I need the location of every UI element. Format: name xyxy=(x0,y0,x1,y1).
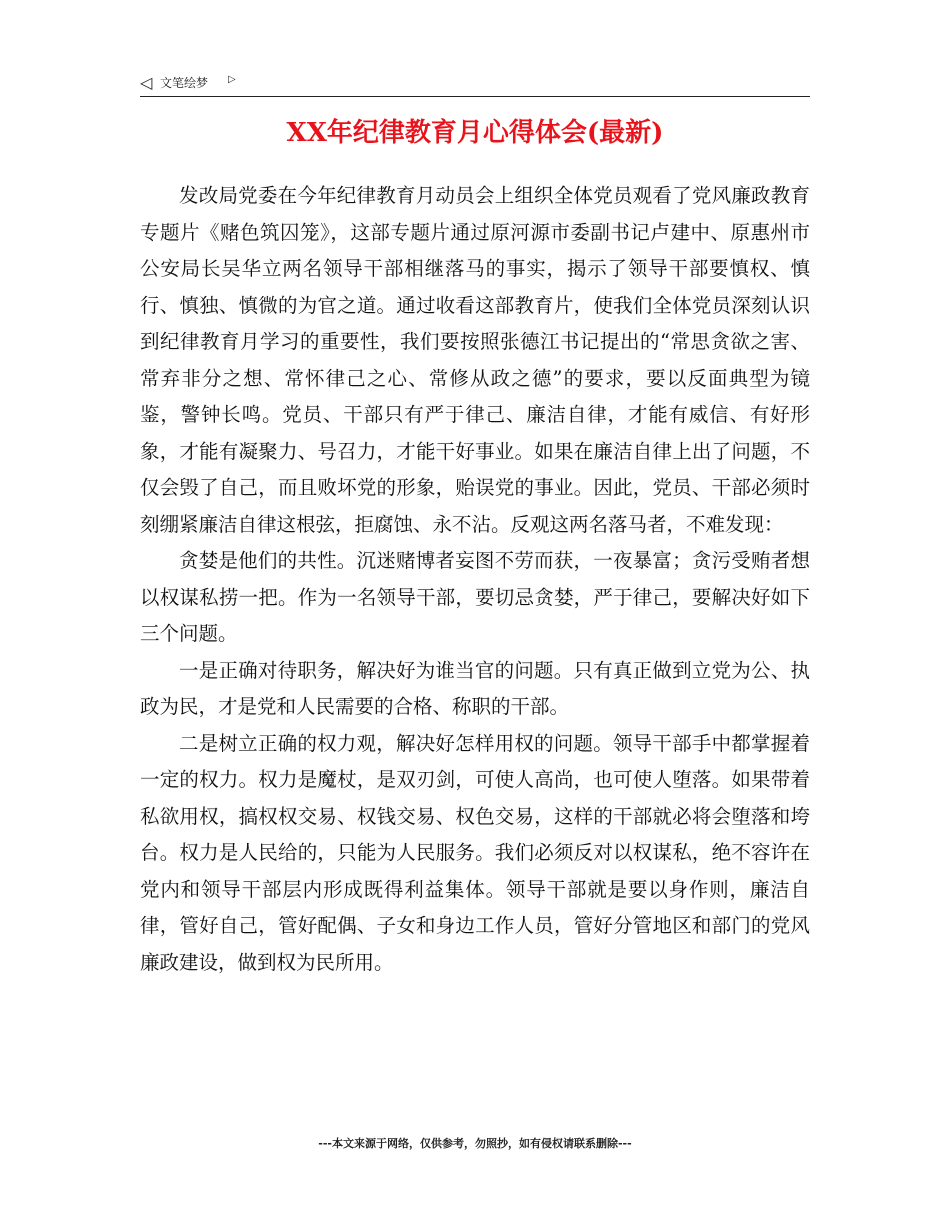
triangle-right-icon: ▷ xyxy=(228,74,236,85)
paragraph: 二是树立正确的权力观，解决好怎样用权的问题。领导干部手中都掌握着一定的权力。权力是魔杖，是双刃剑，可使人高尚，也可使人堕落。如果带着私欲用权，搞权权交易、权钱交易、权色交易，这样的干部就必将会堕落和垮台。权力是人民给的，只能为人民服务。我们必须反对以权谋私，绝不容许在党内和领导干部层内形成既得利益集体。领导干部就是要以身作则，廉洁自律，管好自己，管好配偶、子女和身边工作人员，管好分管地区和部门的党风廉政建设，做到权为民所用。 xyxy=(140,731,810,974)
paragraph: 发改局党委在今年纪律教育月动员会上组织全体党员观看了党风廉政教育专题片《赌色筑囚笼》，这部专题片通过原河源市委副书记卢建中、原惠州市公安局长吴华立两名领导干部相继落马的事实，揭示了领导干部要慎权、慎行、慎独、慎微的为官之道。通过收看这部教育片，使我们全体党员深刻认识到纪律教育月学习的重要性，我们要按照张德江书记提出的“常思贪欲之害、常弃非分之想、常怀律己之心、常修从政之德”的要求，要以反面典型为镜鉴，警钟长鸣。党员、干部只有严于律己、廉洁自律，才能有威信、有好形象，才能有凝聚力、号召力，才能干好事业。如果在廉洁自律上出了问题，不仅会毁了自己，而且败坏党的形象，贻误党的事业。因此，党员、干部必须时刻绷紧廉洁自律这根弦，拒腐蚀、永不沾。反观这两名落马者，不难发现： xyxy=(140,184,810,536)
header-brand: 文笔绘梦 xyxy=(160,76,209,90)
paragraph: 贪婪是他们的共性。沉迷赌博者妄图不劳而获，一夜暴富；贪污受贿者想以权谋私捞一把。作为一名领导干部，要切忌贪婪，严于律己，要解决好如下三个问题。 xyxy=(140,549,810,645)
document-body xyxy=(140,178,810,981)
paragraph: 一是正确对待职务，解决好为谁当官的问题。只有真正做到立党为公、执政为民，才是党和人民需要的合格、称职的干部。 xyxy=(140,658,810,718)
page-footer: ---本文来源于网络，仅供参考，勿照抄，如有侵权请联系删除--- xyxy=(318,1137,632,1150)
triangle-left-icon: ◁ xyxy=(140,73,153,92)
document-title: XX年纪律教育月心得体会(最新) xyxy=(286,118,664,148)
page-header xyxy=(140,72,810,97)
